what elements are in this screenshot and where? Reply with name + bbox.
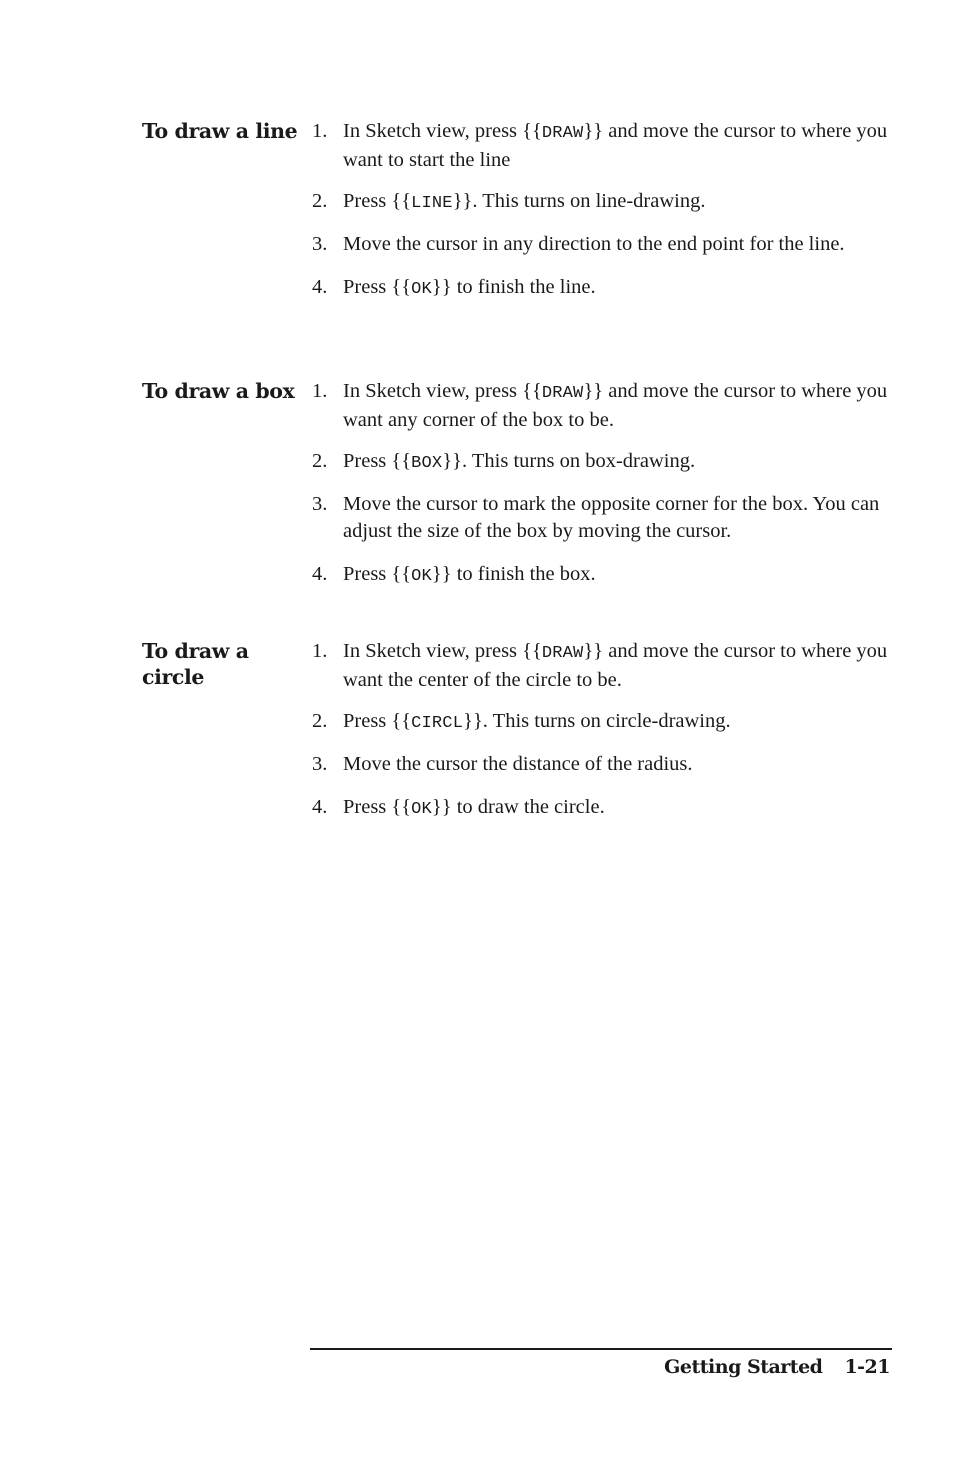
step-text: }} to finish the line. <box>431 276 596 298</box>
section-heading: To draw a circle <box>142 639 249 689</box>
step-item <box>312 118 892 174</box>
key-name: LINE <box>411 194 453 213</box>
step-text: }} and move the cursor to where you want the center of the circle to be. <box>343 640 888 691</box>
step-item <box>312 491 892 547</box>
step-number: 1. <box>312 380 328 402</box>
step-text: Press {{ <box>343 563 412 585</box>
step-number: 4. <box>312 796 328 818</box>
footer-section-title: Getting Started <box>664 1356 823 1378</box>
step-item <box>312 794 892 823</box>
steps-list <box>312 378 892 604</box>
step-text: }}. This turns on box-drawing. <box>442 450 696 472</box>
step-number: 4. <box>312 276 328 298</box>
step-text: }} and move the cursor to where you want any corner of the box to be. <box>343 380 888 431</box>
step-text: Press {{ <box>343 710 412 732</box>
step-item <box>312 638 892 694</box>
step-text: }} and move the cursor to where you want to start the line <box>343 120 888 171</box>
step-number: 1. <box>312 640 328 662</box>
step-number: 3. <box>312 753 328 775</box>
step-text: In Sketch view, press {{ <box>343 380 542 402</box>
step-item <box>312 188 892 217</box>
step-text: In Sketch view, press {{ <box>343 640 542 662</box>
step-item <box>312 448 892 477</box>
step-text: Press {{ <box>343 190 412 212</box>
step-text: Move the cursor to mark the opposite corner for the box. You can adjust the size of the box by moving the cursor. <box>343 493 880 542</box>
key-name: OK <box>411 800 432 819</box>
step-number: 4. <box>312 563 328 585</box>
step-number: 1. <box>312 120 328 142</box>
key-name: CIRCL <box>411 714 464 733</box>
step-text: }}. This turns on circle-drawing. <box>463 710 731 732</box>
steps-list <box>312 638 892 837</box>
key-name: DRAW <box>541 124 584 143</box>
step-item <box>312 708 892 737</box>
step-item <box>312 751 892 780</box>
step-number: 2. <box>312 190 328 212</box>
key-name: OK <box>411 567 432 586</box>
step-text: }}. This turns on line-drawing. <box>452 190 706 212</box>
step-item <box>312 561 892 590</box>
section-heading: To draw a line <box>142 119 298 143</box>
step-item <box>312 378 892 434</box>
step-text: Move the cursor in any direction to the end point for the line. <box>343 233 845 255</box>
step-text: Press {{ <box>343 450 412 472</box>
step-item <box>312 274 892 303</box>
step-text: Move the cursor the distance of the radius. <box>343 753 693 775</box>
key-name: BOX <box>411 454 443 473</box>
steps-list <box>312 118 892 317</box>
step-text: Press {{ <box>343 276 412 298</box>
section-heading: To draw a box <box>142 379 295 403</box>
key-name: DRAW <box>541 384 584 403</box>
step-text: In Sketch view, press {{ <box>343 120 542 142</box>
step-item <box>312 231 892 260</box>
step-number: 2. <box>312 450 328 472</box>
key-name: OK <box>411 280 432 299</box>
step-number: 2. <box>312 710 328 732</box>
step-text: }} to finish the box. <box>431 563 596 585</box>
page-footer <box>664 1356 890 1378</box>
step-text: Press {{ <box>343 796 412 818</box>
footer-rule <box>310 1348 892 1350</box>
step-number: 3. <box>312 233 328 255</box>
page-number: 1-21 <box>844 1356 890 1378</box>
step-number: 3. <box>312 493 328 515</box>
step-text: }} to draw the circle. <box>431 796 605 818</box>
key-name: DRAW <box>541 644 584 663</box>
